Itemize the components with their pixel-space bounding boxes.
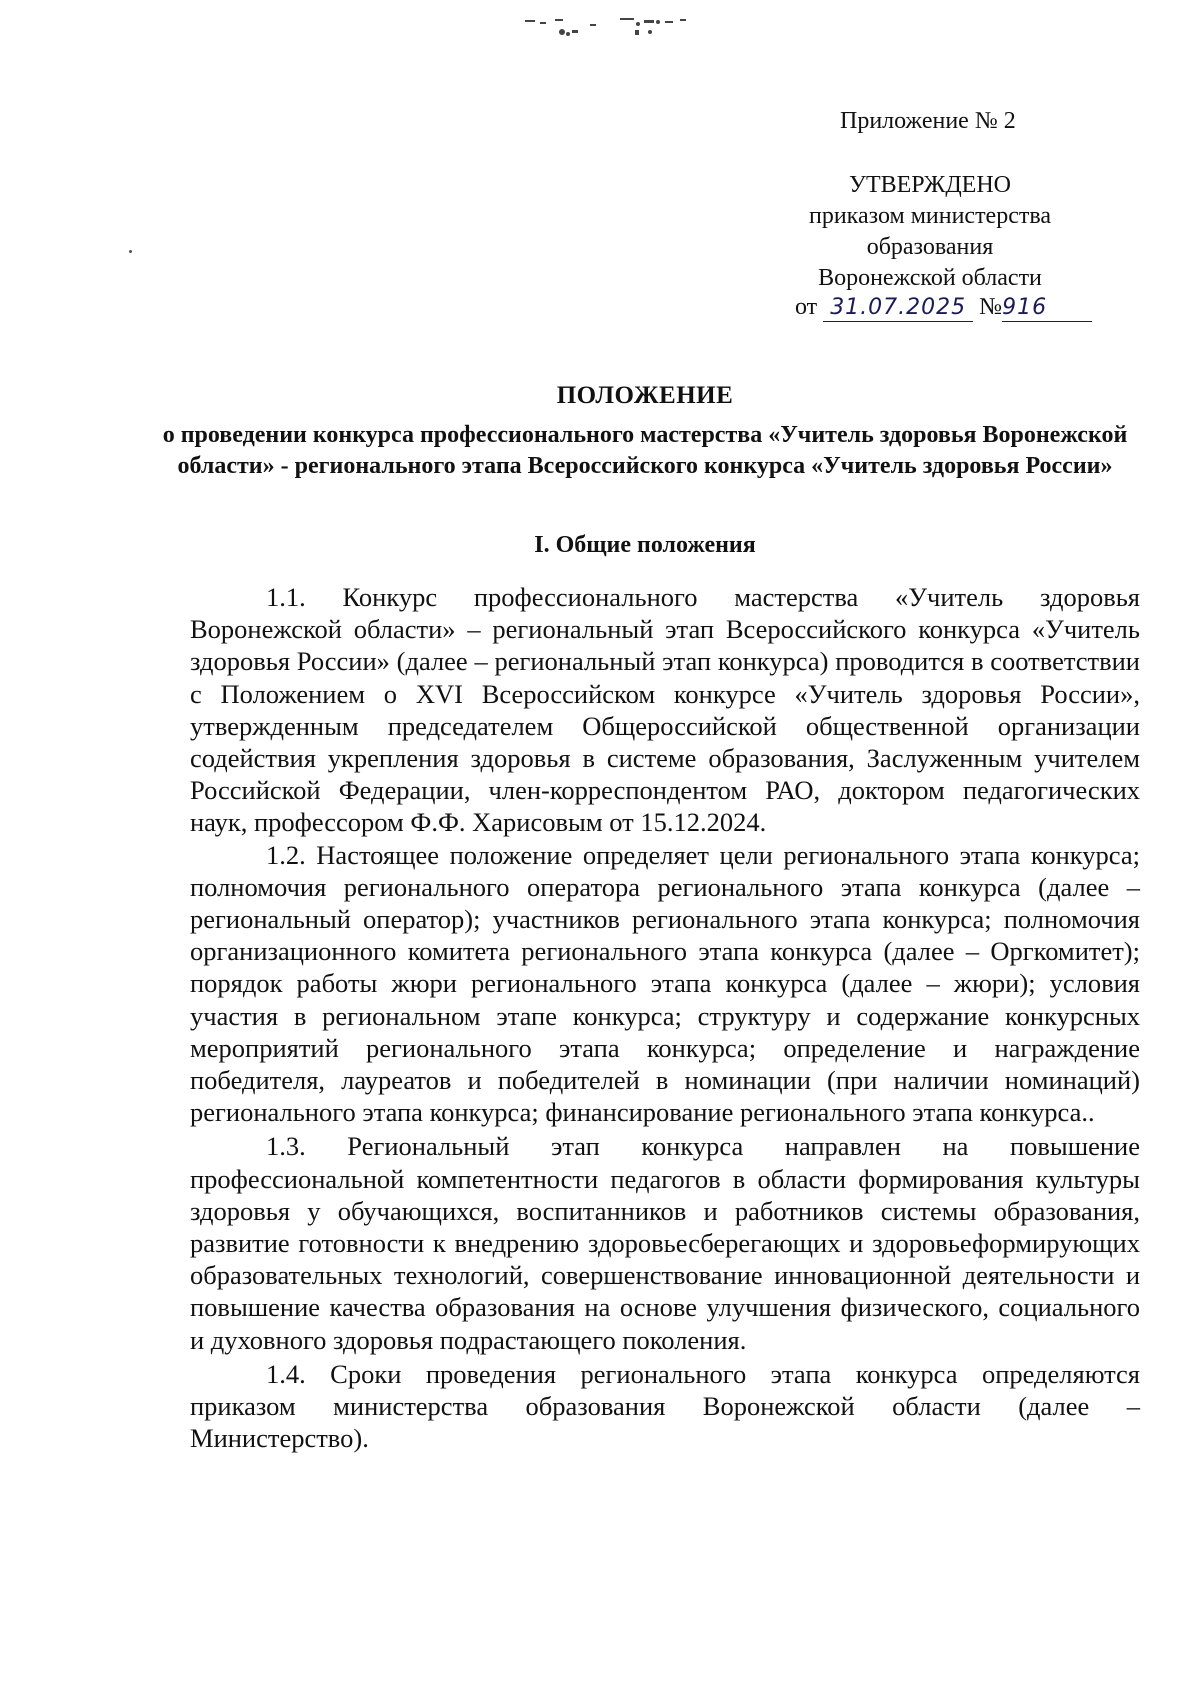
order-date-field bbox=[823, 294, 973, 322]
annex-label: Приложение № 2 bbox=[840, 108, 1016, 134]
approved-line: образования bbox=[866, 234, 994, 260]
paragraph-1-3: 1.3. Региональный этап конкурса направлен на повышение профессиональной компетентности педагогов в области формирования культуры здоровья у обучающихся, воспитанников и работников системы образования, развитие готовности к внедрению здоровьесберегающих и здоровьеформирующих образовательных технологий, совершенствование инновационной деятельности и повышение качества образования на основе улучшения физического, социального и духовного здоровья подрастающего поколения. bbox=[190, 1131, 1140, 1355]
approved-title: УТВЕРЖДЕНО bbox=[848, 172, 1012, 198]
order-number: 916 bbox=[1002, 295, 1048, 320]
order-number-sign: № bbox=[979, 294, 1003, 320]
order-reference bbox=[795, 294, 1092, 322]
order-date: 31.07.2025 bbox=[830, 295, 967, 320]
document-title-block bbox=[150, 382, 1140, 482]
document-subtitle: о проведении конкурса профессионального мастерства «Учитель здоровья Воронежской области» - регионального этапа Всероссийского конкурса «Учитель здоровья России» bbox=[162, 422, 1128, 479]
scan-speck bbox=[129, 250, 132, 253]
approval-stamp bbox=[760, 170, 1100, 294]
paragraph-1-1: 1.1. Конкурс профессионального мастерства «Учитель здоровья Воронежской области» – региональный этап Всероссийского конкурса «Учитель здоровья России» (далее – региональный этап конкурса) проводится в соответствии с Положением о XVI Всероссийском конкурсе «Учитель здоровья России», утвержденным председателем Общероссийской общественной организации содействия укрепления здоровья в системе образования, Заслуженным учителем Российской Федерации, член-корреспондентом РАО, доктором педагогических наук, профессором Ф.Ф. Харисовым от 15.12.2024. bbox=[190, 582, 1140, 838]
section-heading: I. Общие положения bbox=[534, 532, 756, 558]
paragraph-1-4: 1.4. Сроки проведения регионального этапа конкурса определяются приказом министерства образования Воронежской области (далее – Министерство). bbox=[190, 1358, 1140, 1454]
document-title: ПОЛОЖЕНИЕ bbox=[556, 382, 734, 409]
scan-artifact bbox=[520, 10, 720, 50]
approved-line: Воронежской области bbox=[818, 265, 1042, 291]
order-number-field bbox=[1002, 294, 1092, 322]
paragraph-1-2: 1.2. Настоящее положение определяет цели регионального этапа конкурса; полномочия регионального оператора регионального этапа конкурса (далее – региональный оператор); участников регионального этапа конкурса; полномочия организационного комитета регионального этапа конкурса (далее – Оргкомитет); порядок работы жюри регионального этапа конкурса (далее – жюри); условия участия в региональном этапе конкурса; структуру и содержание конкурсных мероприятий регионального этапа конкурса; определение и награждение победителя, лауреатов и победителей в номинации (при наличии номинаций) регионального этапа конкурса; финансирование регионального этапа конкурса.. bbox=[190, 839, 1140, 1128]
approved-line: приказом министерства bbox=[808, 203, 1052, 229]
section-body bbox=[190, 581, 1140, 1454]
order-prefix: от bbox=[795, 294, 818, 320]
